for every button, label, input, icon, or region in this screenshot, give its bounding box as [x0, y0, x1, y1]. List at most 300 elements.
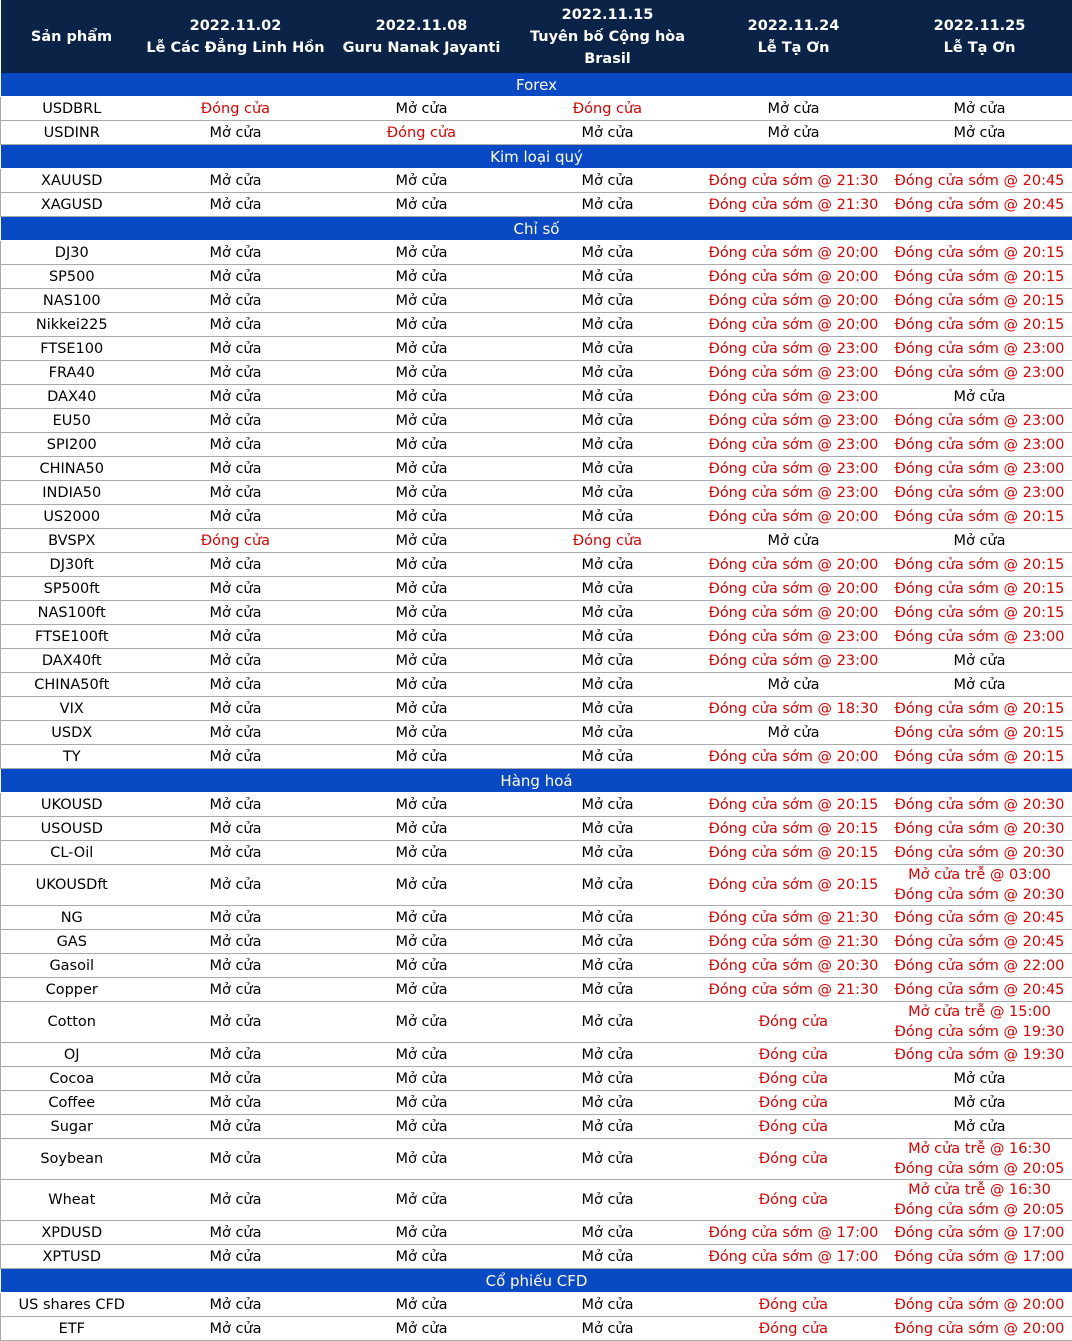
header-col-3	[515, 0, 701, 73]
status-cell: Đóng cửa sớm @ 20:15	[887, 313, 1072, 337]
status-cell: Mở cửa	[515, 1317, 701, 1341]
status-cell: Mở cửa	[143, 697, 329, 721]
status-cell: Mở cửa	[143, 1067, 329, 1091]
status-cell: Mở cửa	[329, 625, 515, 649]
status-cell: Mở cửa	[515, 978, 701, 1002]
status-cell: Mở cửa	[515, 721, 701, 745]
status-cell: Mở cửa	[515, 433, 701, 457]
product-cell: Sugar	[1, 1115, 143, 1139]
section-header-row	[1, 769, 1072, 793]
status-cell: Mở cửa	[143, 337, 329, 361]
status-cell: Đóng cửa sớm @ 20:15	[701, 841, 887, 865]
status-cell: Mở cửa	[515, 121, 701, 145]
status-cell: Đóng cửa sớm @ 20:45	[887, 193, 1072, 217]
status-cell: Đóng cửa sớm @ 20:15	[887, 721, 1072, 745]
product-cell: UKOUSDft	[1, 865, 143, 906]
status-cell: Mở cửa	[887, 1115, 1072, 1139]
status-cell: Mở cửa	[515, 673, 701, 697]
status-cell: Mở cửa	[143, 481, 329, 505]
status-cell: Mở cửa	[515, 1002, 701, 1043]
status-cell: Mở cửa	[143, 361, 329, 385]
status-cell: Mở cửa	[515, 289, 701, 313]
table-row	[1, 313, 1072, 337]
table-row	[1, 481, 1072, 505]
status-cell: Mở cửa	[143, 906, 329, 930]
product-cell: VIX	[1, 697, 143, 721]
status-cell: Đóng cửa	[143, 97, 329, 121]
status-cell: Đóng cửa sớm @ 20:00	[701, 241, 887, 265]
status-cell: Đóng cửa sớm @ 17:00	[701, 1221, 887, 1245]
status-cell: Mở cửa	[143, 1002, 329, 1043]
status-cell: Mở cửa	[515, 241, 701, 265]
status-cell: Mở cửa	[143, 1091, 329, 1115]
status-cell: Mở cửa	[515, 906, 701, 930]
status-cell: Mở cửa	[329, 193, 515, 217]
status-cell: Mở cửa	[329, 745, 515, 769]
status-cell: Mở cửa	[329, 793, 515, 817]
status-cell: Mở cửa	[329, 313, 515, 337]
status-cell: Đóng cửa sớm @ 20:15	[887, 289, 1072, 313]
status-cell: Đóng cửa sớm @ 20:45	[887, 906, 1072, 930]
status-line: Mở cửa trễ @ 16:30	[887, 1180, 1072, 1200]
status-line: Đóng cửa sớm @ 20:05	[887, 1159, 1072, 1179]
product-cell: XAGUSD	[1, 193, 143, 217]
status-cell: Mở cửa	[515, 1293, 701, 1317]
status-cell: Mở cửa	[329, 721, 515, 745]
status-cell: Mở cửa	[143, 954, 329, 978]
status-cell: Mở cửa	[143, 193, 329, 217]
status-cell: Đóng cửa sớm @ 17:00	[701, 1245, 887, 1269]
table-row	[1, 978, 1072, 1002]
product-cell: USDINR	[1, 121, 143, 145]
product-cell: US shares CFD	[1, 1293, 143, 1317]
section-title: Kim loại quý	[1, 145, 1072, 169]
status-cell: Mở cửa	[143, 1221, 329, 1245]
status-cell: Mở cửa	[329, 577, 515, 601]
status-cell: Mở cửa	[143, 169, 329, 193]
status-line: Đóng cửa sớm @ 20:30	[887, 885, 1072, 905]
header-holiday: Tuyên bố Cộng hòa Brasil	[515, 26, 701, 70]
status-cell: Đóng cửa sớm @ 23:00	[887, 433, 1072, 457]
status-cell: Mở cửa	[887, 649, 1072, 673]
product-cell: OJ	[1, 1043, 143, 1067]
status-cell: Đóng cửa sớm @ 20:00	[701, 313, 887, 337]
status-cell: Mở cửa	[329, 673, 515, 697]
status-cell: Mở cửa	[329, 409, 515, 433]
status-cell: Đóng cửa sớm @ 20:00	[701, 601, 887, 625]
status-line: Mở cửa trễ @ 15:00	[887, 1002, 1072, 1022]
status-cell: Đóng cửa sớm @ 20:00	[887, 1317, 1072, 1341]
status-cell: Mở cửa	[515, 193, 701, 217]
status-cell: Mở cửa	[143, 385, 329, 409]
status-cell: Mở cửa	[143, 721, 329, 745]
table-row	[1, 1115, 1072, 1139]
status-cell: Đóng cửa	[515, 97, 701, 121]
status-cell: Đóng cửa sớm @ 23:00	[887, 457, 1072, 481]
status-cell: Mở cửa	[515, 409, 701, 433]
header-row	[1, 0, 1072, 73]
section-title: Forex	[1, 73, 1072, 97]
status-cell: Đóng cửa sớm @ 20:15	[887, 697, 1072, 721]
status-cell	[887, 1139, 1072, 1180]
status-cell: Mở cửa	[329, 241, 515, 265]
status-cell: Đóng cửa	[701, 1091, 887, 1115]
table-row	[1, 97, 1072, 121]
table-row	[1, 697, 1072, 721]
header-date: 2022.11.25	[887, 15, 1072, 37]
status-cell: Đóng cửa sớm @ 20:30	[701, 954, 887, 978]
status-cell: Mở cửa	[329, 1180, 515, 1221]
status-cell: Mở cửa	[143, 793, 329, 817]
table-row	[1, 721, 1072, 745]
table-row	[1, 289, 1072, 313]
status-line: Mở cửa trễ @ 16:30	[887, 1139, 1072, 1159]
status-cell: Mở cửa	[515, 265, 701, 289]
status-cell: Mở cửa	[143, 289, 329, 313]
status-cell: Mở cửa	[143, 817, 329, 841]
status-cell: Mở cửa	[329, 481, 515, 505]
status-cell: Mở cửa	[887, 1091, 1072, 1115]
table-row	[1, 930, 1072, 954]
status-cell: Mở cửa	[329, 697, 515, 721]
status-cell: Mở cửa	[515, 1221, 701, 1245]
status-cell: Đóng cửa	[701, 1180, 887, 1221]
product-cell: Wheat	[1, 1180, 143, 1221]
status-cell: Đóng cửa sớm @ 23:00	[887, 337, 1072, 361]
status-cell: Mở cửa	[701, 721, 887, 745]
table-row	[1, 817, 1072, 841]
product-cell: DJ30	[1, 241, 143, 265]
status-cell: Mở cửa	[515, 553, 701, 577]
product-cell: Cotton	[1, 1002, 143, 1043]
status-cell: Mở cửa	[143, 601, 329, 625]
status-cell: Mở cửa	[701, 97, 887, 121]
status-cell: Mở cửa	[701, 529, 887, 553]
status-cell: Đóng cửa sớm @ 20:15	[887, 745, 1072, 769]
status-cell: Mở cửa	[329, 97, 515, 121]
table-row	[1, 1180, 1072, 1221]
product-cell: Cocoa	[1, 1067, 143, 1091]
header-holiday: Lễ Tạ Ơn	[887, 37, 1072, 59]
status-cell: Đóng cửa sớm @ 20:45	[887, 978, 1072, 1002]
status-cell: Mở cửa	[329, 865, 515, 906]
status-cell: Mở cửa	[329, 1043, 515, 1067]
status-cell: Mở cửa	[887, 121, 1072, 145]
table-row	[1, 193, 1072, 217]
status-cell: Mở cửa	[515, 313, 701, 337]
product-cell: UKOUSD	[1, 793, 143, 817]
status-cell: Mở cửa	[143, 1139, 329, 1180]
status-cell: Đóng cửa sớm @ 20:00	[887, 1293, 1072, 1317]
status-cell: Mở cửa	[143, 1180, 329, 1221]
status-cell: Đóng cửa sớm @ 23:00	[887, 409, 1072, 433]
header-col-2	[329, 0, 515, 73]
status-cell: Đóng cửa sớm @ 23:00	[701, 409, 887, 433]
product-cell: Coffee	[1, 1091, 143, 1115]
status-cell: Mở cửa	[143, 625, 329, 649]
table-row	[1, 673, 1072, 697]
status-cell: Đóng cửa	[329, 121, 515, 145]
status-cell: Mở cửa	[143, 313, 329, 337]
status-cell: Mở cửa	[329, 817, 515, 841]
product-cell: SPI200	[1, 433, 143, 457]
status-cell: Đóng cửa sớm @ 19:30	[887, 1043, 1072, 1067]
status-cell: Mở cửa	[329, 505, 515, 529]
table-row	[1, 649, 1072, 673]
status-cell	[887, 1002, 1072, 1043]
status-cell: Mở cửa	[329, 1067, 515, 1091]
status-cell: Mở cửa	[515, 930, 701, 954]
product-cell: FTSE100ft	[1, 625, 143, 649]
status-cell: Mở cửa	[329, 337, 515, 361]
status-cell: Đóng cửa sớm @ 17:00	[887, 1245, 1072, 1269]
status-cell: Mở cửa	[329, 1002, 515, 1043]
status-cell: Mở cửa	[143, 865, 329, 906]
status-cell: Đóng cửa sớm @ 20:15	[887, 265, 1072, 289]
product-cell: DJ30ft	[1, 553, 143, 577]
status-cell: Đóng cửa sớm @ 20:00	[701, 505, 887, 529]
product-cell: Copper	[1, 978, 143, 1002]
header-col-5	[887, 0, 1072, 73]
status-cell: Đóng cửa sớm @ 23:00	[701, 361, 887, 385]
status-cell: Đóng cửa sớm @ 23:00	[701, 457, 887, 481]
table-row	[1, 793, 1072, 817]
table-row	[1, 1293, 1072, 1317]
status-cell: Mở cửa	[329, 930, 515, 954]
status-line: Đóng cửa sớm @ 20:05	[887, 1200, 1072, 1220]
status-cell: Đóng cửa sớm @ 23:00	[701, 481, 887, 505]
status-cell: Đóng cửa sớm @ 20:15	[701, 793, 887, 817]
status-cell: Mở cửa	[329, 841, 515, 865]
section-header-row	[1, 73, 1072, 97]
table-row	[1, 601, 1072, 625]
status-cell: Mở cửa	[329, 954, 515, 978]
product-cell: US2000	[1, 505, 143, 529]
status-cell: Đóng cửa	[515, 529, 701, 553]
status-cell: Đóng cửa sớm @ 22:00	[887, 954, 1072, 978]
table-row	[1, 361, 1072, 385]
status-cell: Đóng cửa sớm @ 20:00	[701, 289, 887, 313]
section-title: Cổ phiếu CFD	[1, 1269, 1072, 1293]
product-cell: CL-Oil	[1, 841, 143, 865]
status-cell: Đóng cửa sớm @ 23:00	[701, 337, 887, 361]
status-cell: Mở cửa	[515, 481, 701, 505]
status-cell: Mở cửa	[143, 649, 329, 673]
status-cell: Đóng cửa sớm @ 23:00	[887, 625, 1072, 649]
product-cell: USDBRL	[1, 97, 143, 121]
status-cell: Đóng cửa sớm @ 20:15	[701, 865, 887, 906]
status-cell: Mở cửa	[515, 601, 701, 625]
table-row	[1, 1245, 1072, 1269]
status-cell: Mở cửa	[143, 121, 329, 145]
status-cell: Đóng cửa	[701, 1002, 887, 1043]
header-holiday: Lễ Tạ Ơn	[701, 37, 887, 59]
status-cell: Đóng cửa sớm @ 20:15	[887, 505, 1072, 529]
status-cell: Mở cửa	[143, 1115, 329, 1139]
product-cell: USOUSD	[1, 817, 143, 841]
status-cell: Mở cửa	[515, 625, 701, 649]
status-line: Mở cửa trễ @ 03:00	[887, 865, 1072, 885]
status-cell: Mở cửa	[515, 817, 701, 841]
status-cell: Mở cửa	[143, 553, 329, 577]
section-title: Hàng hoá	[1, 769, 1072, 793]
product-cell: XPDUSD	[1, 1221, 143, 1245]
status-cell: Mở cửa	[143, 930, 329, 954]
status-cell: Mở cửa	[515, 457, 701, 481]
table-row	[1, 865, 1072, 906]
product-cell: XPTUSD	[1, 1245, 143, 1269]
status-cell	[887, 1180, 1072, 1221]
table-row	[1, 409, 1072, 433]
table-row	[1, 169, 1072, 193]
header-holiday: Guru Nanak Jayanti	[329, 37, 515, 59]
status-cell: Mở cửa	[143, 841, 329, 865]
status-cell: Mở cửa	[515, 1180, 701, 1221]
status-cell: Mở cửa	[143, 433, 329, 457]
status-cell: Đóng cửa sớm @ 21:30	[701, 930, 887, 954]
product-cell: NG	[1, 906, 143, 930]
status-cell: Mở cửa	[143, 241, 329, 265]
status-cell: Mở cửa	[515, 865, 701, 906]
table-row	[1, 385, 1072, 409]
table-row	[1, 1067, 1072, 1091]
status-cell: Mở cửa	[701, 121, 887, 145]
status-cell: Mở cửa	[329, 1221, 515, 1245]
product-cell: XAUUSD	[1, 169, 143, 193]
status-cell: Mở cửa	[329, 1293, 515, 1317]
status-cell: Đóng cửa sớm @ 20:15	[887, 241, 1072, 265]
table-row	[1, 457, 1072, 481]
status-cell: Mở cửa	[515, 1091, 701, 1115]
status-line: Đóng cửa sớm @ 19:30	[887, 1022, 1072, 1042]
product-cell: CHINA50	[1, 457, 143, 481]
product-cell: BVSPX	[1, 529, 143, 553]
status-cell: Mở cửa	[329, 553, 515, 577]
status-cell: Mở cửa	[515, 505, 701, 529]
header-date: 2022.11.02	[143, 15, 329, 37]
status-cell: Đóng cửa	[701, 1067, 887, 1091]
table-row	[1, 265, 1072, 289]
status-cell: Mở cửa	[143, 1317, 329, 1341]
status-cell: Mở cửa	[515, 649, 701, 673]
status-cell: Mở cửa	[887, 385, 1072, 409]
status-cell: Mở cửa	[515, 337, 701, 361]
status-cell: Đóng cửa sớm @ 20:15	[887, 553, 1072, 577]
status-cell: Mở cửa	[515, 577, 701, 601]
header-date: 2022.11.08	[329, 15, 515, 37]
product-cell: DAX40ft	[1, 649, 143, 673]
status-cell: Mở cửa	[329, 649, 515, 673]
status-cell: Mở cửa	[143, 673, 329, 697]
status-cell: Đóng cửa sớm @ 20:15	[887, 577, 1072, 601]
status-cell: Mở cửa	[515, 385, 701, 409]
status-cell: Đóng cửa sớm @ 23:00	[887, 481, 1072, 505]
header-date: 2022.11.15	[515, 4, 701, 26]
status-cell: Đóng cửa sớm @ 21:30	[701, 906, 887, 930]
header-col-1	[143, 0, 329, 73]
status-cell: Mở cửa	[143, 978, 329, 1002]
product-cell: EU50	[1, 409, 143, 433]
product-cell: CHINA50ft	[1, 673, 143, 697]
status-cell: Đóng cửa sớm @ 20:00	[701, 745, 887, 769]
header-product: Sản phẩm	[1, 0, 143, 73]
status-cell: Đóng cửa sớm @ 17:00	[887, 1221, 1072, 1245]
status-cell: Mở cửa	[515, 1139, 701, 1180]
status-cell: Mở cửa	[143, 265, 329, 289]
status-cell: Mở cửa	[143, 1245, 329, 1269]
status-cell: Mở cửa	[515, 697, 701, 721]
section-title: Chỉ số	[1, 217, 1072, 241]
product-cell: USDX	[1, 721, 143, 745]
status-cell: Mở cửa	[329, 457, 515, 481]
status-cell: Mở cửa	[515, 361, 701, 385]
status-cell: Đóng cửa	[143, 529, 329, 553]
status-cell: Đóng cửa sớm @ 20:45	[887, 169, 1072, 193]
status-cell: Đóng cửa	[701, 1043, 887, 1067]
table-row	[1, 553, 1072, 577]
table-row	[1, 1317, 1072, 1341]
table-row	[1, 1043, 1072, 1067]
product-cell: FTSE100	[1, 337, 143, 361]
status-cell: Mở cửa	[143, 409, 329, 433]
status-cell: Đóng cửa sớm @ 23:00	[887, 361, 1072, 385]
product-cell: INDIA50	[1, 481, 143, 505]
product-cell: DAX40	[1, 385, 143, 409]
status-cell: Đóng cửa sớm @ 18:30	[701, 697, 887, 721]
status-cell: Mở cửa	[515, 745, 701, 769]
status-cell: Mở cửa	[329, 1317, 515, 1341]
status-cell	[887, 865, 1072, 906]
status-cell: Mở cửa	[329, 978, 515, 1002]
table-row	[1, 1002, 1072, 1043]
status-cell: Mở cửa	[143, 577, 329, 601]
product-cell: TY	[1, 745, 143, 769]
product-cell: SP500ft	[1, 577, 143, 601]
status-cell: Mở cửa	[329, 1115, 515, 1139]
status-cell: Mở cửa	[515, 841, 701, 865]
status-cell: Đóng cửa sớm @ 20:00	[701, 577, 887, 601]
status-cell: Đóng cửa	[701, 1139, 887, 1180]
product-cell: NAS100	[1, 289, 143, 313]
status-cell: Đóng cửa sớm @ 20:45	[887, 930, 1072, 954]
status-cell: Đóng cửa sớm @ 23:00	[701, 649, 887, 673]
header-col-4	[701, 0, 887, 73]
header-date: 2022.11.24	[701, 15, 887, 37]
table-row	[1, 841, 1072, 865]
status-cell: Đóng cửa sớm @ 20:30	[887, 841, 1072, 865]
table-row	[1, 745, 1072, 769]
status-cell: Mở cửa	[329, 385, 515, 409]
status-cell: Mở cửa	[701, 673, 887, 697]
status-cell: Đóng cửa sớm @ 21:30	[701, 169, 887, 193]
status-cell: Mở cửa	[887, 1067, 1072, 1091]
status-cell: Đóng cửa sớm @ 20:00	[701, 553, 887, 577]
status-cell: Mở cửa	[329, 1091, 515, 1115]
table-row	[1, 577, 1072, 601]
status-cell: Mở cửa	[143, 745, 329, 769]
status-cell: Đóng cửa sớm @ 20:00	[701, 265, 887, 289]
table-row	[1, 1091, 1072, 1115]
status-cell: Đóng cửa sớm @ 23:00	[701, 625, 887, 649]
product-cell: ETF	[1, 1317, 143, 1341]
status-cell: Mở cửa	[515, 954, 701, 978]
product-cell: Gasoil	[1, 954, 143, 978]
status-cell: Mở cửa	[515, 1245, 701, 1269]
section-header-row	[1, 1269, 1072, 1293]
section-header-row	[1, 217, 1072, 241]
status-cell: Đóng cửa sớm @ 20:30	[887, 793, 1072, 817]
status-cell: Đóng cửa sớm @ 20:15	[887, 601, 1072, 625]
